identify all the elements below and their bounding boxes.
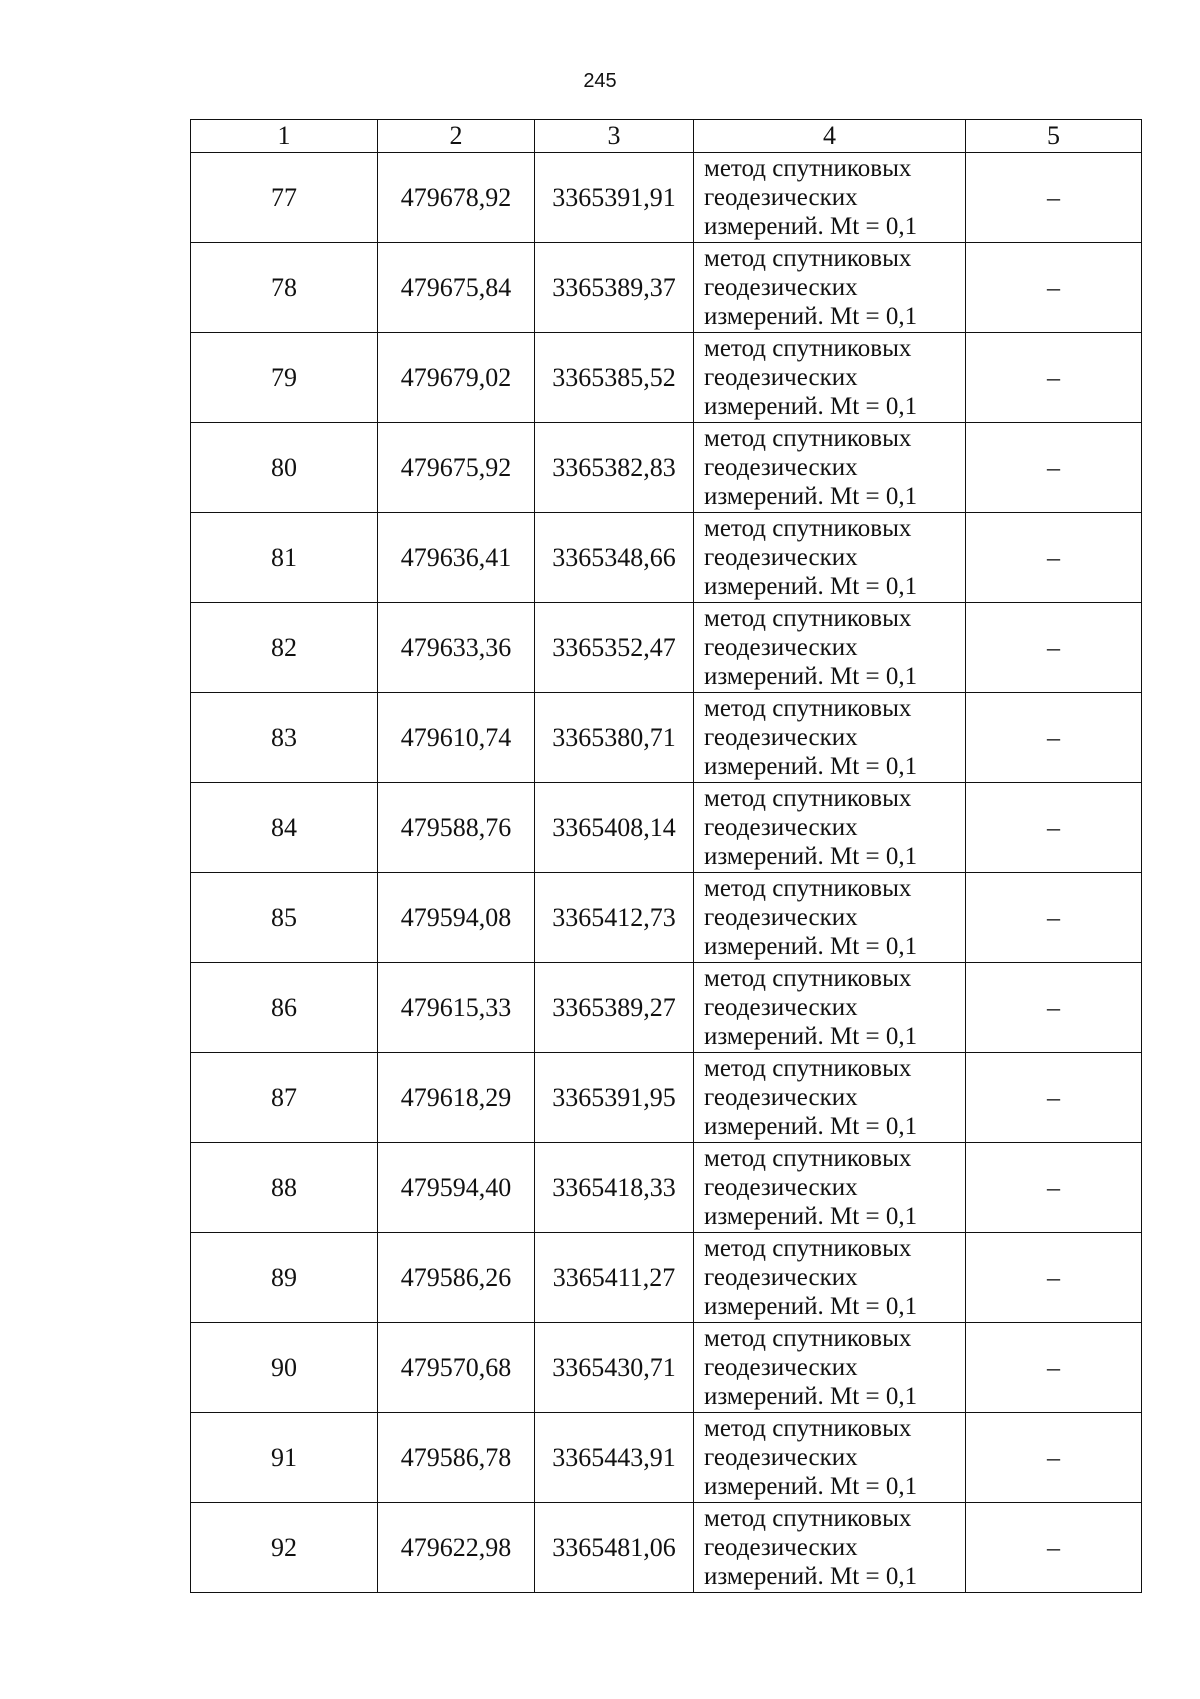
- method-line: измерений. Mt = 0,1: [704, 1023, 918, 1050]
- x-coordinate-cell: 479636,41: [378, 513, 535, 603]
- method-line: метод спутниковых: [704, 695, 912, 722]
- method-line: метод спутниковых: [704, 1145, 912, 1172]
- method-line: геодезических: [704, 724, 858, 751]
- method-line: измерений. Mt = 0,1: [704, 933, 918, 960]
- x-coordinate-cell: 479679,02: [378, 333, 535, 423]
- x-coordinate-cell: 479594,08: [378, 873, 535, 963]
- x-coordinate-cell: 479622,98: [378, 1503, 535, 1593]
- table-row: [191, 873, 1142, 963]
- y-coordinate-cell: 3365443,91: [535, 1413, 694, 1503]
- header-col-4: 4: [694, 120, 966, 153]
- coordinates-table: [190, 119, 1142, 1593]
- point-number-cell: 88: [191, 1143, 378, 1233]
- point-number-cell: 83: [191, 693, 378, 783]
- method-cell: [694, 243, 966, 333]
- point-number-cell: 78: [191, 243, 378, 333]
- method-line: метод спутниковых: [704, 155, 912, 182]
- y-coordinate-cell: 3365352,47: [535, 603, 694, 693]
- y-coordinate-cell: 3365391,91: [535, 153, 694, 243]
- x-coordinate-cell: 479678,92: [378, 153, 535, 243]
- y-coordinate-cell: 3365411,27: [535, 1233, 694, 1323]
- point-number-cell: 91: [191, 1413, 378, 1503]
- method-cell: [694, 153, 966, 243]
- method-cell: [694, 1143, 966, 1233]
- point-number-cell: 82: [191, 603, 378, 693]
- y-coordinate-cell: 3365408,14: [535, 783, 694, 873]
- table-row: [191, 603, 1142, 693]
- y-coordinate-cell: 3365382,83: [535, 423, 694, 513]
- table-row: [191, 333, 1142, 423]
- method-line: метод спутниковых: [704, 1235, 912, 1262]
- method-line: метод спутниковых: [704, 1055, 912, 1082]
- method-line: геодезических: [704, 1264, 858, 1291]
- method-line: геодезических: [704, 454, 858, 481]
- point-number-cell: 79: [191, 333, 378, 423]
- note-cell: –: [966, 513, 1142, 603]
- method-line: метод спутниковых: [704, 965, 912, 992]
- method-line: измерений. Mt = 0,1: [704, 1383, 918, 1410]
- x-coordinate-cell: 479588,76: [378, 783, 535, 873]
- header-row: [191, 120, 1142, 153]
- method-cell: [694, 1323, 966, 1413]
- method-line: геодезических: [704, 1174, 858, 1201]
- x-coordinate-cell: 479615,33: [378, 963, 535, 1053]
- method-line: геодезических: [704, 544, 858, 571]
- point-number-cell: 92: [191, 1503, 378, 1593]
- note-cell: –: [966, 963, 1142, 1053]
- table-row: [191, 243, 1142, 333]
- table-row: [191, 513, 1142, 603]
- x-coordinate-cell: 479633,36: [378, 603, 535, 693]
- method-line: метод спутниковых: [704, 1325, 912, 1352]
- method-line: метод спутниковых: [704, 245, 912, 272]
- method-line: измерений. Mt = 0,1: [704, 1563, 918, 1590]
- method-cell: [694, 513, 966, 603]
- method-cell: [694, 873, 966, 963]
- header-col-1: 1: [191, 120, 378, 153]
- x-coordinate-cell: 479675,84: [378, 243, 535, 333]
- table-header: [191, 120, 1142, 153]
- note-cell: –: [966, 1413, 1142, 1503]
- note-cell: –: [966, 1053, 1142, 1143]
- method-cell: [694, 1053, 966, 1143]
- y-coordinate-cell: 3365389,27: [535, 963, 694, 1053]
- table-row: [191, 1053, 1142, 1143]
- table-row: [191, 693, 1142, 783]
- method-cell: [694, 603, 966, 693]
- point-number-cell: 84: [191, 783, 378, 873]
- y-coordinate-cell: 3365389,37: [535, 243, 694, 333]
- x-coordinate-cell: 479586,78: [378, 1413, 535, 1503]
- table-row: [191, 1413, 1142, 1503]
- table-row: [191, 1143, 1142, 1233]
- point-number-cell: 77: [191, 153, 378, 243]
- method-line: геодезических: [704, 1444, 858, 1471]
- table-row: [191, 153, 1142, 243]
- x-coordinate-cell: 479610,74: [378, 693, 535, 783]
- method-cell: [694, 1413, 966, 1503]
- header-col-3: 3: [535, 120, 694, 153]
- method-line: измерений. Mt = 0,1: [704, 303, 918, 330]
- header-col-5: 5: [966, 120, 1142, 153]
- method-line: геодезических: [704, 904, 858, 931]
- method-line: геодезических: [704, 1534, 858, 1561]
- method-line: измерений. Mt = 0,1: [704, 843, 918, 870]
- method-cell: [694, 1503, 966, 1593]
- header-col-2: 2: [378, 120, 535, 153]
- point-number-cell: 85: [191, 873, 378, 963]
- method-line: измерений. Mt = 0,1: [704, 1203, 918, 1230]
- table-row: [191, 1503, 1142, 1593]
- x-coordinate-cell: 479570,68: [378, 1323, 535, 1413]
- method-line: метод спутниковых: [704, 1415, 912, 1442]
- method-line: измерений. Mt = 0,1: [704, 393, 918, 420]
- method-line: геодезических: [704, 364, 858, 391]
- method-line: геодезических: [704, 634, 858, 661]
- note-cell: –: [966, 153, 1142, 243]
- note-cell: –: [966, 333, 1142, 423]
- x-coordinate-cell: 479675,92: [378, 423, 535, 513]
- method-line: метод спутниковых: [704, 1505, 912, 1532]
- method-line: метод спутниковых: [704, 605, 912, 632]
- point-number-cell: 80: [191, 423, 378, 513]
- note-cell: –: [966, 693, 1142, 783]
- method-line: метод спутниковых: [704, 875, 912, 902]
- method-line: метод спутниковых: [704, 785, 912, 812]
- method-line: геодезических: [704, 1354, 858, 1381]
- method-line: измерений. Mt = 0,1: [704, 213, 918, 240]
- x-coordinate-cell: 479594,40: [378, 1143, 535, 1233]
- table-row: [191, 1233, 1142, 1323]
- method-line: измерений. Mt = 0,1: [704, 573, 918, 600]
- y-coordinate-cell: 3365385,52: [535, 333, 694, 423]
- y-coordinate-cell: 3365481,06: [535, 1503, 694, 1593]
- note-cell: –: [966, 1143, 1142, 1233]
- y-coordinate-cell: 3365380,71: [535, 693, 694, 783]
- x-coordinate-cell: 479618,29: [378, 1053, 535, 1143]
- table-row: [191, 423, 1142, 513]
- note-cell: –: [966, 603, 1142, 693]
- table-row: [191, 783, 1142, 873]
- note-cell: –: [966, 1503, 1142, 1593]
- x-coordinate-cell: 479586,26: [378, 1233, 535, 1323]
- method-cell: [694, 423, 966, 513]
- table-row: [191, 963, 1142, 1053]
- method-line: измерений. Mt = 0,1: [704, 1473, 918, 1500]
- method-line: геодезических: [704, 1084, 858, 1111]
- y-coordinate-cell: 3365348,66: [535, 513, 694, 603]
- point-number-cell: 81: [191, 513, 378, 603]
- note-cell: –: [966, 783, 1142, 873]
- y-coordinate-cell: 3365430,71: [535, 1323, 694, 1413]
- method-line: геодезических: [704, 994, 858, 1021]
- method-cell: [694, 783, 966, 873]
- point-number-cell: 90: [191, 1323, 378, 1413]
- y-coordinate-cell: 3365412,73: [535, 873, 694, 963]
- method-line: метод спутниковых: [704, 425, 912, 452]
- method-line: измерений. Mt = 0,1: [704, 1293, 918, 1320]
- method-cell: [694, 333, 966, 423]
- method-line: измерений. Mt = 0,1: [704, 663, 918, 690]
- point-number-cell: 89: [191, 1233, 378, 1323]
- table-body: [191, 153, 1142, 1593]
- y-coordinate-cell: 3365418,33: [535, 1143, 694, 1233]
- note-cell: –: [966, 1323, 1142, 1413]
- page-number: 245: [583, 70, 617, 92]
- note-cell: –: [966, 1233, 1142, 1323]
- method-line: геодезических: [704, 274, 858, 301]
- y-coordinate-cell: 3365391,95: [535, 1053, 694, 1143]
- point-number-cell: 87: [191, 1053, 378, 1143]
- method-line: геодезических: [704, 184, 858, 211]
- method-cell: [694, 693, 966, 783]
- note-cell: –: [966, 243, 1142, 333]
- method-cell: [694, 1233, 966, 1323]
- method-line: метод спутниковых: [704, 515, 912, 542]
- point-number-cell: 86: [191, 963, 378, 1053]
- note-cell: –: [966, 423, 1142, 513]
- method-line: измерений. Mt = 0,1: [704, 1113, 918, 1140]
- method-line: измерений. Mt = 0,1: [704, 753, 918, 780]
- table-row: [191, 1323, 1142, 1413]
- note-cell: –: [966, 873, 1142, 963]
- method-line: геодезических: [704, 814, 858, 841]
- method-cell: [694, 963, 966, 1053]
- method-line: метод спутниковых: [704, 335, 912, 362]
- method-line: измерений. Mt = 0,1: [704, 483, 918, 510]
